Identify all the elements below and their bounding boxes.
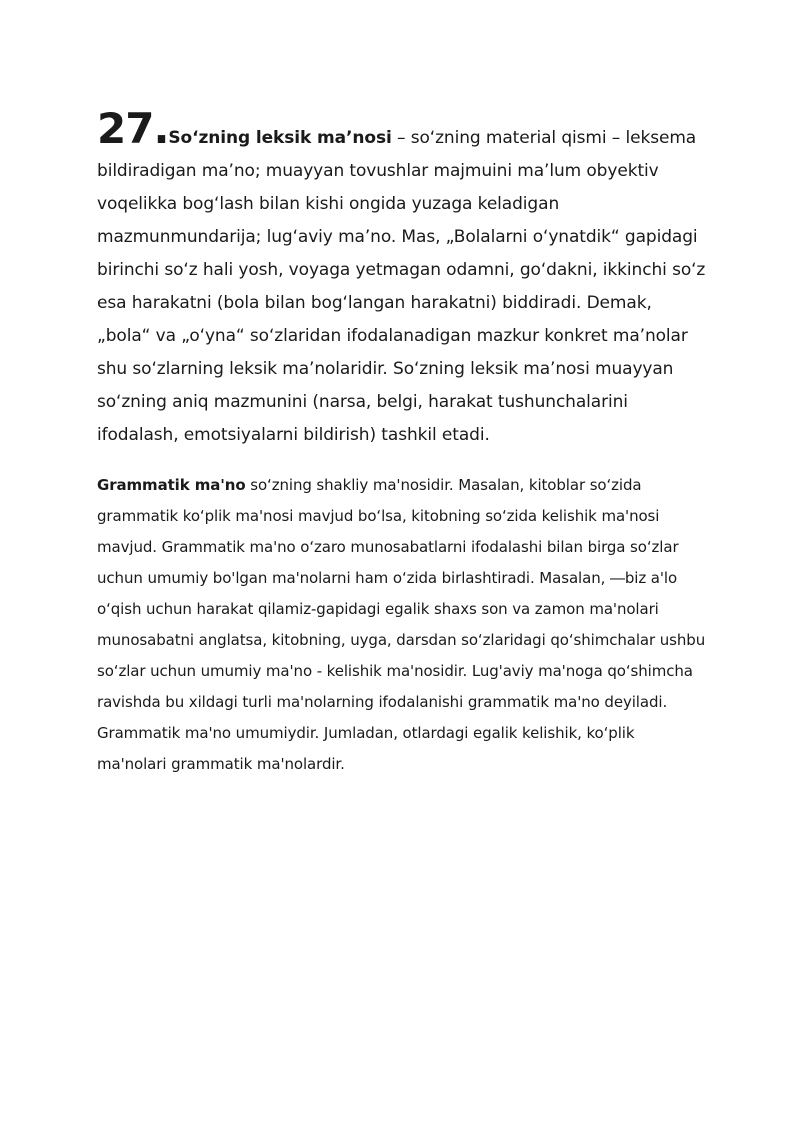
- section-number: 27.: [97, 104, 169, 153]
- grammatical-meaning-text: so‘zning shakliy ma'nosidir. Masalan, kitoblar so‘zida grammatik ko‘plik ma'nosi mavjud bo‘lsa, kitobning so‘zida kelishik ma'nosi mavjud. Grammatik ma'no o‘zaro munosabatlarni ifodalashi bilan birga so‘zlar uchun umumiy bo'lgan ma'nolarni ham o‘zida birlashtiradi. Masalan, ―biz a'lo o‘qish uchun harakat qilamiz-gapidagi egalik shaxs son va zamon ma'nolari munosabatni anglatsa, kitobning, uyga, darsdan so‘zlaridagi qo‘shimchalar ushbu so‘zlar uchun umumiy ma'no - kelishik ma'nosidir. Lug'aviy ma'noga qo‘shimcha ravishda bu xildagi turli ma'nolarning ifodalanishi grammatik ma'no deyiladi. Grammatik ma'no umumiydir. Jumladan, otlardagi egalik kelishik, ko‘plik ma'nolari grammatik ma'nolardir.: [97, 476, 706, 773]
- paragraph-grammatical-meaning: [97, 470, 707, 780]
- lexical-meaning-text: – so‘zning material qismi – leksema bildiradigan ma’no; muayyan tovushlar majmuini ma’lum obyektiv voqelikka bog‘lash bilan kishi ongida yuzaga keladigan mazmunmundarija; lug‘aviy ma’no. Mas, „Bolalarni o‘ynatdik“ gapidagi birinchi so‘z hali yosh, voyaga yetmagan odamni, go‘dakni, ikkinchi so‘z esa harakatni (bola bilan bog‘langan harakatni) biddiradi. Demak, „bola“ va „o‘yna“ so‘zlaridan ifodalanadigan mazkur konkret ma’nolar shu so‘zlarning leksik ma’nolaridir. So‘zning leksik ma’nosi muayyan so‘zning aniq mazmunini (narsa, belgi, harakat tushunchalarini ifodalash, emotsiyalarni bildirish) tashkil etadi.: [97, 128, 706, 445]
- document-page: [97, 104, 707, 780]
- term-grammatical-meaning: Grammatik ma'no: [97, 476, 246, 494]
- term-lexical-meaning: So‘zning leksik ma’nosi: [168, 128, 392, 148]
- paragraph-lexical-meaning: [97, 104, 707, 452]
